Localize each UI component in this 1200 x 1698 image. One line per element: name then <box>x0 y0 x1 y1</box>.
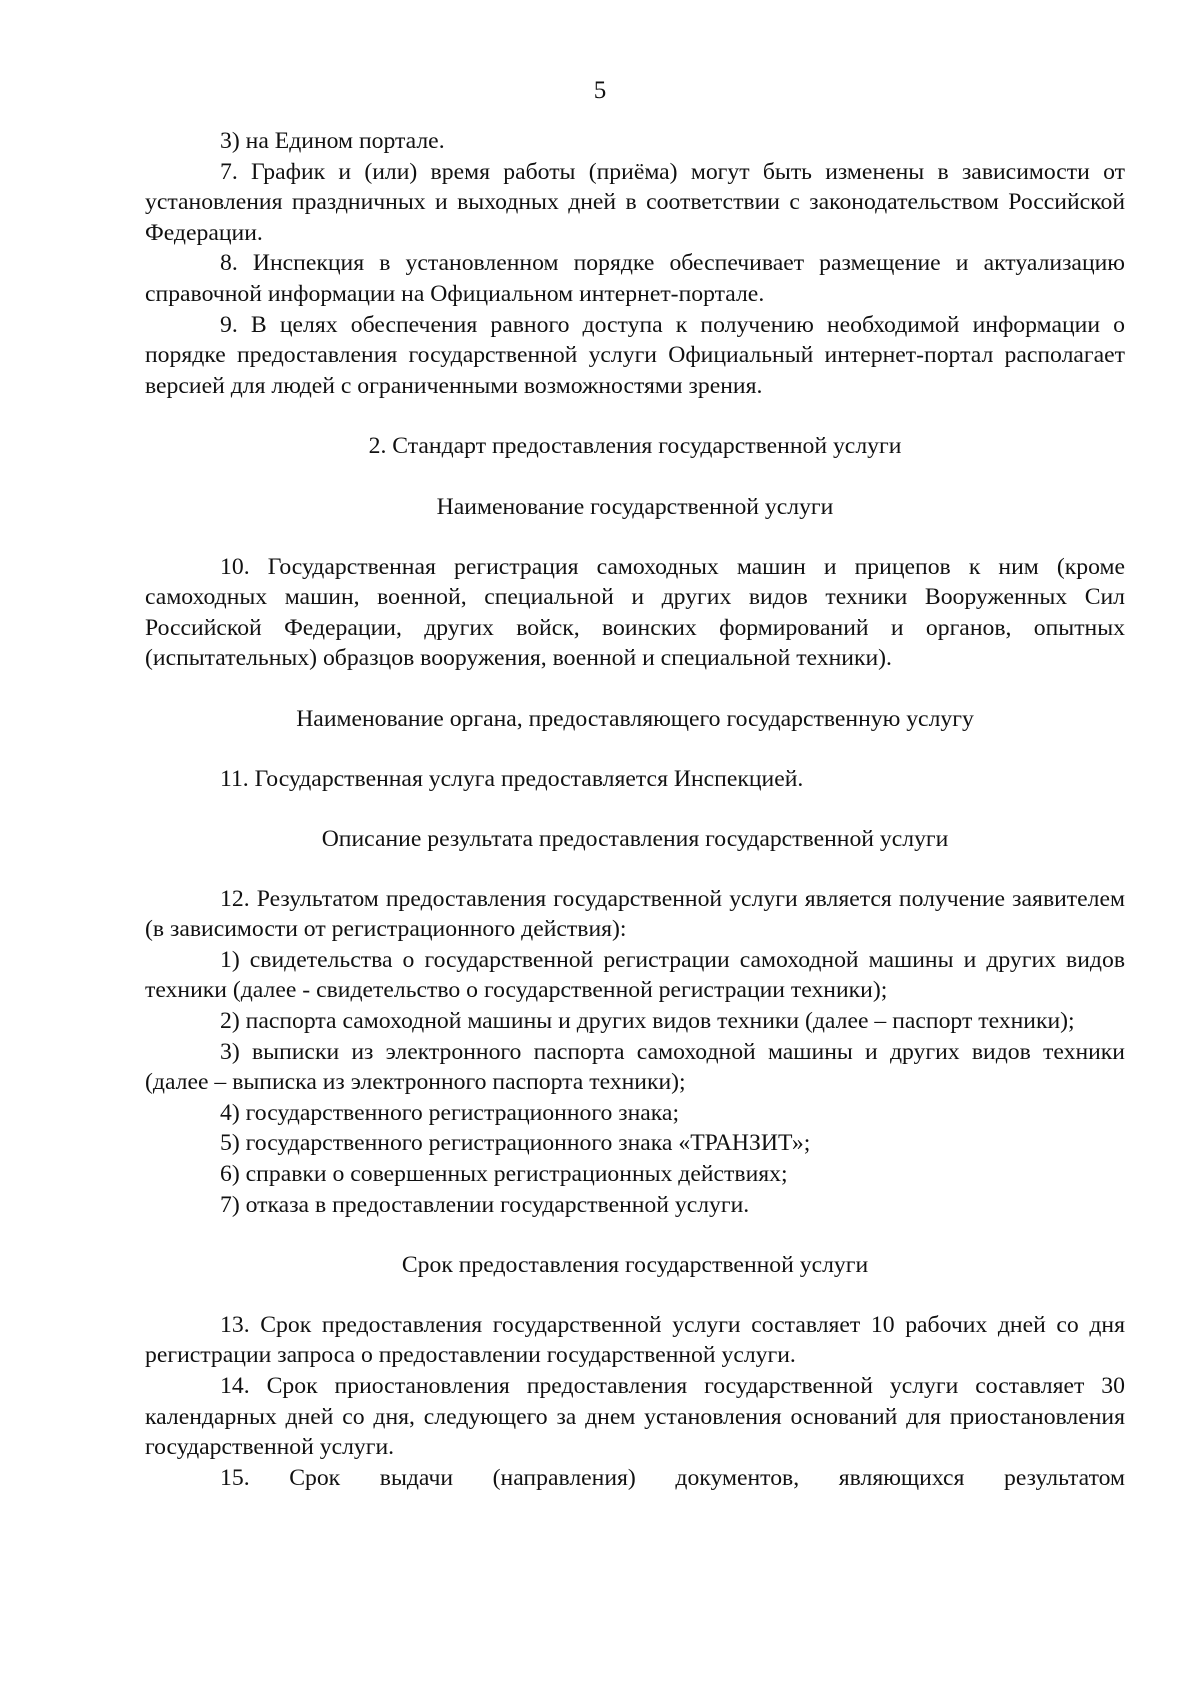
paragraph-6-item-3: 3) на Едином портале. <box>220 128 445 154</box>
section-title: 2. Стандарт предоставления государственной услуги <box>368 433 902 460</box>
heading-service-name: Наименование государственной услуги <box>436 493 834 520</box>
document-body <box>145 126 1125 1493</box>
result-item-5: 5) государственного регистрационного знака «ТРАНЗИТ»; <box>220 1130 811 1157</box>
heading-agency: Наименование органа, предоставляющего государственную услугу <box>296 705 974 732</box>
paragraph-7: 7. График и (или) время работы (приёма) могут быть изменены в зависимости от установления праздничных и выходных дней в соответствии с законодательством Российской Федерации. <box>145 158 1125 246</box>
paragraph-14: 14. Срок приостановления предоставления государственной услуги составляет 30 календарных дней со дня, следующего за днем установления оснований для приостановления государственной услуги. <box>145 1373 1125 1461</box>
paragraph-13: 13. Срок предоставления государственной услуги составляет 10 рабочих дней со дня регистрации запроса о предоставлении государственной услуги. <box>145 1311 1125 1369</box>
paragraph-8: 8. Инспекция в установленном порядке обеспечивает размещение и актуализацию справочной информации на Официальном интернет-портале. <box>145 250 1125 307</box>
paragraph-11: 11. Государственная услуга предоставляется Инспекцией. <box>220 765 804 792</box>
heading-result: Описание результата предоставления государственной услуги <box>321 826 949 853</box>
paragraph-12: 12. Результатом предоставления государственной услуги является получение заявителем (в зависимости от регистрационного действия): <box>145 885 1125 943</box>
result-item-4: 4) государственного регистрационного знака; <box>220 1099 680 1126</box>
result-item-7: 7) отказа в предоставлении государственной услуги. <box>220 1191 750 1218</box>
result-item-1: 1) свидетельства о государственной регистрации самоходной машины и других видов техники (далее - свидетельство о государственной регистрации техники); <box>145 946 1125 1004</box>
paragraph-9: 9. В целях обеспечения равного доступа к получению необходимой информации о порядке предоставления государственной услуги Официальный интернет-портал располагает версией для людей с ограниченными возможностями зрения. <box>145 311 1125 399</box>
result-item-3: 3) выписки из электронного паспорта самоходной машины и других видов техники (далее – выписка из электронного паспорта техники); <box>145 1038 1125 1096</box>
page-number: 5 <box>593 77 607 104</box>
paragraph-10: 10. Государственная регистрация самоходных машин и прицепов к ним (кроме самоходных машин, военной, специальной и других видов техники Вооруженных Сил Российской Федерации, других войск, воинских формирований и органов, опытных (испытательных) образцов вооружения, военной и специальной техники). <box>145 553 1125 672</box>
result-item-6: 6) справки о совершенных регистрационных действиях; <box>220 1161 788 1188</box>
heading-term: Срок предоставления государственной услуги <box>401 1252 869 1279</box>
paragraph-15: 15. Срок выдачи (направления) документов, являющихся результатом <box>220 1464 1125 1491</box>
result-item-2: 2) паспорта самоходной машины и других видов техники (далее – паспорт техники); <box>220 1008 1075 1035</box>
